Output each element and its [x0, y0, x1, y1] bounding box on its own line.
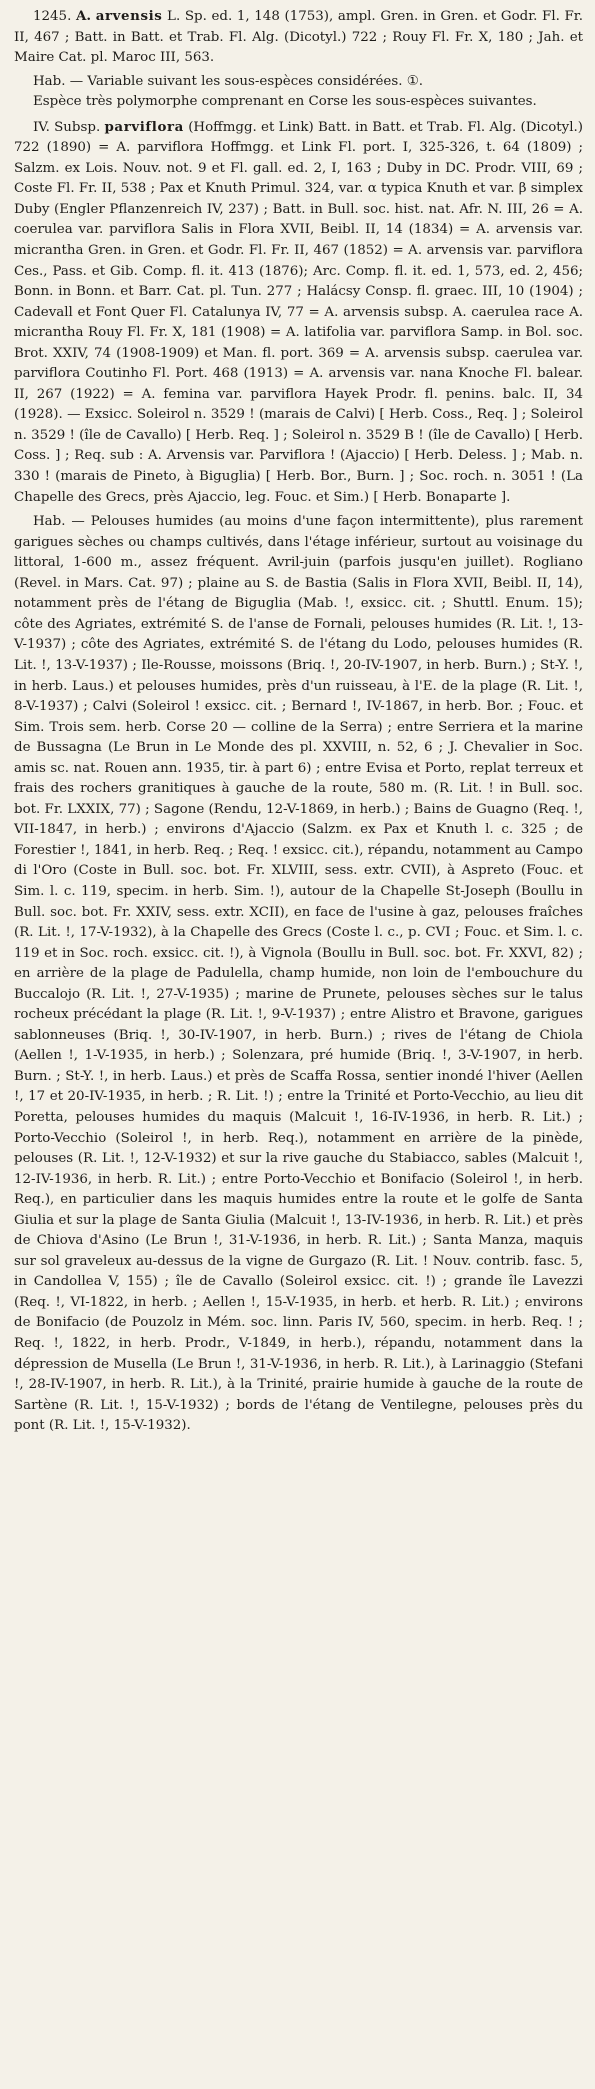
- species-citation: L. Sp. ed. 1, 148 (1753), ampl. Gren. in Gren. et Godr. Fl. Fr. II, 467 ; Batt. in Batt. et Trab. Fl. Alg. (Dicotyl.) 722 ; Rouy Fl. Fr. X, 180 ; Jah. et Maire Cat. pl. Maroc III, 563.: [14, 9, 583, 66]
- subspecies-name: parviflora: [104, 118, 184, 135]
- subspecies-synonymy: (Hoffmgg. et Link) Batt. in Batt. et Trab. Fl. Alg. (Dicotyl.) 722 (1890) = A. parviflora Hoffmgg. et Link Fl. port. I, 325-326, t. 64 (1809) ; Salzm. ex Lois. Nouv. not. 9 et Fl. gall. ed. 2, I, 163 ; Duby in DC. Prodr. VIII, 69 ; Coste Fl. Fr. II, 538 ; Pax et Knuth Primul. 324, var. α typica Knuth et var. β simplex Duby (Engler Pflanzenreich IV, 237) ; Batt. in Bull. soc. hist. nat. Afr. N. III, 26 = A. coerulea var. parviflora Salis in Flora XVII, Beibl. II, 14 (1834) = A. arvensis var. micrantha Gren. in Gren. et Godr. Fl. Fr. II, 467 (1852) = A. arvensis var. parviflora Ces., Pass. et Gib. Comp. fl. it. 413 (1876); Arc. Comp. fl. it. ed. 1, 573, ed. 2, 456; Bonn. in Bonn. et Barr. Cat. pl. Tun. 277 ; Halácsy Consp. fl. graec. III, 10 (1904) ; Cadevall et Font Quer Fl. Catalunya IV, 77 = A. arvensis subsp. A. caerulea race A. micrantha Rouy Fl. Fr. X, 181 (1908) = A. latifolia var. parviflora Samp. in Bol. soc. Brot. XXIV, 74 (1908-1909) et Man. fl. port. 369 = A. arvensis subsp. caerulea var. parviflora Coutinho Fl. Port. 468 (1913) = A. arvensis var. nana Knoche Fl. balear. II, 267 (1922) = A. femina var. parviflora Hayek Prodr. fl. penins. balc. II, 34 (1928). — Exsicc. Soleirol n. 3529 ! (marais de Calvi) [ Herb. Coss., Req. ] ; Soleirol n. 3529 ! (île de Cavallo) [ Herb. Req. ] ; Soleirol n. 3529 B ! (île de Cavallo) [ Herb. Coss. ] ; Req. sub : A. Arvensis var. Parviflora ! (Ajaccio) [ Herb. Deless. ] ; Mab. n. 330 ! (marais de Pineto, à Biguglia) [ Herb. Bor., Burn. ] ; Soc. roch. n. 3051 ! (La Chapelle des Grecs, près Ajaccio, leg. Fouc. et Sim.) [ Herb. Bonaparte ].: [14, 119, 583, 505]
- subspecies-habitat: Hab. — Pelouses humides (au moins d'une façon intermittente), plus rarement garigues sèches ou champs cultivés, dans l'étage inférieur, surtout au voisinage du littoral, 1-600 m., assez fréquent. Avril-juin (parfois jusqu'en juillet). Rogliano (Revel. in Mars. Cat. 97) ; plaine au S. de Bastia (Salis in Flora XVII, Beibl. II, 14), notamment près de l'étang de Biguglia (Mab. !, exsicc. cit. ; Shuttl. Enum. 15); côte des Agriates, extrémité S. de l'anse de Fornali, pelouses humides (R. Lit. !, 13-V-1937) ; côte des Agriates, extrémité S. de l'étang du Lodo, pelouses humides (R. Lit. !, 13-V-1937) ; Ile-Rousse, moissons (Briq. !, 20-IV-1907, in herb. Burn.) ; St-Y. !, in herb. Laus.) et pelouses humides, près d'un ruisseau, à l'E. de la plage (R. Lit. !, 8-V-1937) ; Calvi (Soleirol ! exsicc. cit. ; Bernard !, IV-1867, in herb. Bor. ; Fouc. et Sim. Trois sem. herb. Corse 20 — colline de la Serra) ; entre Serriera et la marine de Bussagna (Le Brun in Le Monde des pl. XXVIII, n. 52, 6 ; J. Chevalier in Soc. amis sc. nat. Rouen ann. 1935, tir. à part 6) ; entre Evisa et Porto, replat terreux et frais des rochers granitiques à gauche de la route, 580 m. (R. Lit. ! in Bull. soc. bot. Fr. LXXIX, 77) ; Sagone (Rendu, 12-V-1869, in herb.) ; Bains de Guagno (Req. !, VII-1847, in herb.) ; environs d'Ajaccio (Salzm. ex Pax et Knuth l. c. 325 ; de Forestier !, 1841, in herb. Req. ; Req. ! exsicc. cit.), répandu, notamment au Campo di l'Oro (Coste in Bull. soc. bot. Fr. XLVIII, sess. extr. CVII), à Aspreto (Fouc. et Sim. l. c. 119, specim. in herb. Sim. !), autour de la Chapelle St-Joseph (Boullu in Bull. soc. bot. Fr. XXIV, sess. extr. XCII), en face de l'usine à gaz, pelouses fraîches (R. Lit. !, 17-V-1932), à la Chapelle des Grecs (Coste l. c., p. CVI ; Fouc. et Sim. l. c. 119 et in Soc. roch. exsicc. cit. !), à Vignola (Boullu in Bull. soc. bot. Fr. XXVI, 82) ; en arrière de la plage de Padulella, champ humide, non loin de l'embouchure du Buccalojo (R. Lit. !, 27-V-1935) ; marine de Prunete, pelouses sèches sur le talus rocheux précédant la plage (R. Lit. !, 9-V-1937) ; entre Alistro et Bravone, garigues sablonneuses (Briq. !, 30-IV-1907, in herb. Burn.) ; rives de l'étang de Chiola (Aellen !, 1-V-1935, in herb.) ; Solenzara, pré humide (Briq. !, 3-V-1907, in herb. Burn. ; St-Y. !, in herb. Laus.) et près de Scaffa Rossa, sentier inondé l'hiver (Aellen !, 17 et 20-IV-1935, in herb. ; R. Lit. !) ; entre la Trinité et Porto-Vecchio, au lieu dit Poretta, pelouses humides du maquis (Malcuit !, 16-IV-1936, in herb. R. Lit.) ; Porto-Vecchio (Soleirol !, in herb. Req.), notamment en arrière de la pinède, pelouses (R. Lit. !, 12-V-1932) et sur la rive gauche du Stabiacco, sables (Malcuit !, 12-IV-1936, in herb. R. Lit.) ; entre Porto-Vecchio et Bonifacio (Soleirol !, in herb. Req.), en particulier dans les maquis humides entre la route et le golfe de Santa Giulia et sur la plage de Santa Giulia (Malcuit !, 13-IV-1936, in herb. R. Lit.) et près de Chiova d'Asino (Le Brun !, 31-V-1936, in herb. R. Lit.) ; Santa Manza, maquis sur sol graveleux au-dessus de la vigne de Gurgazo (R. Lit. ! Nouv. contrib. fasc. 5, in Candollea V, 155) ; île de Cavallo (Soleirol exsicc. cit. !) ; grande île Lavezzi (Req. !, VI-1822, in herb. ; Aellen !, 15-V-1935, in herb. et herb. R. Lit.) ; environs de Bonifacio (de Pouzolz in Mém. soc. linn. Paris IV, 560, specim. in herb. Req. ! ; Req. !, 1822, in herb. Prodr., V-1849, in herb.), répandu, notamment dans la dépression de Musella (Le Brun !, 31-V-1936, in herb. R. Lit.), à Larinaggio (Stefani !, 28-IV-1907, in herb. R. Lit.), à la Trinité, prairie humide à gauche de la route de Sartène (R. Lit. !, 15-V-1932) ; bords de l'étang de Ventilegne, pelouses près du pont (R. Lit. !, 15-V-1932).: [14, 514, 583, 1434]
- species-entry: [14, 6, 583, 69]
- species-note: Espèce très polymorphe comprenant en Corse les sous-espèces suivantes.: [33, 94, 537, 110]
- species-habitat: Hab. — Variable suivant les sous-espèces considérées. ①.: [33, 73, 423, 89]
- subspecies-entry: [14, 117, 583, 508]
- species-epithet: arvensis: [95, 8, 163, 24]
- genus-abbreviation: A.: [75, 8, 92, 24]
- entry-number: 1245.: [33, 9, 72, 24]
- subspecies-prefix: IV. Subsp.: [33, 119, 105, 135]
